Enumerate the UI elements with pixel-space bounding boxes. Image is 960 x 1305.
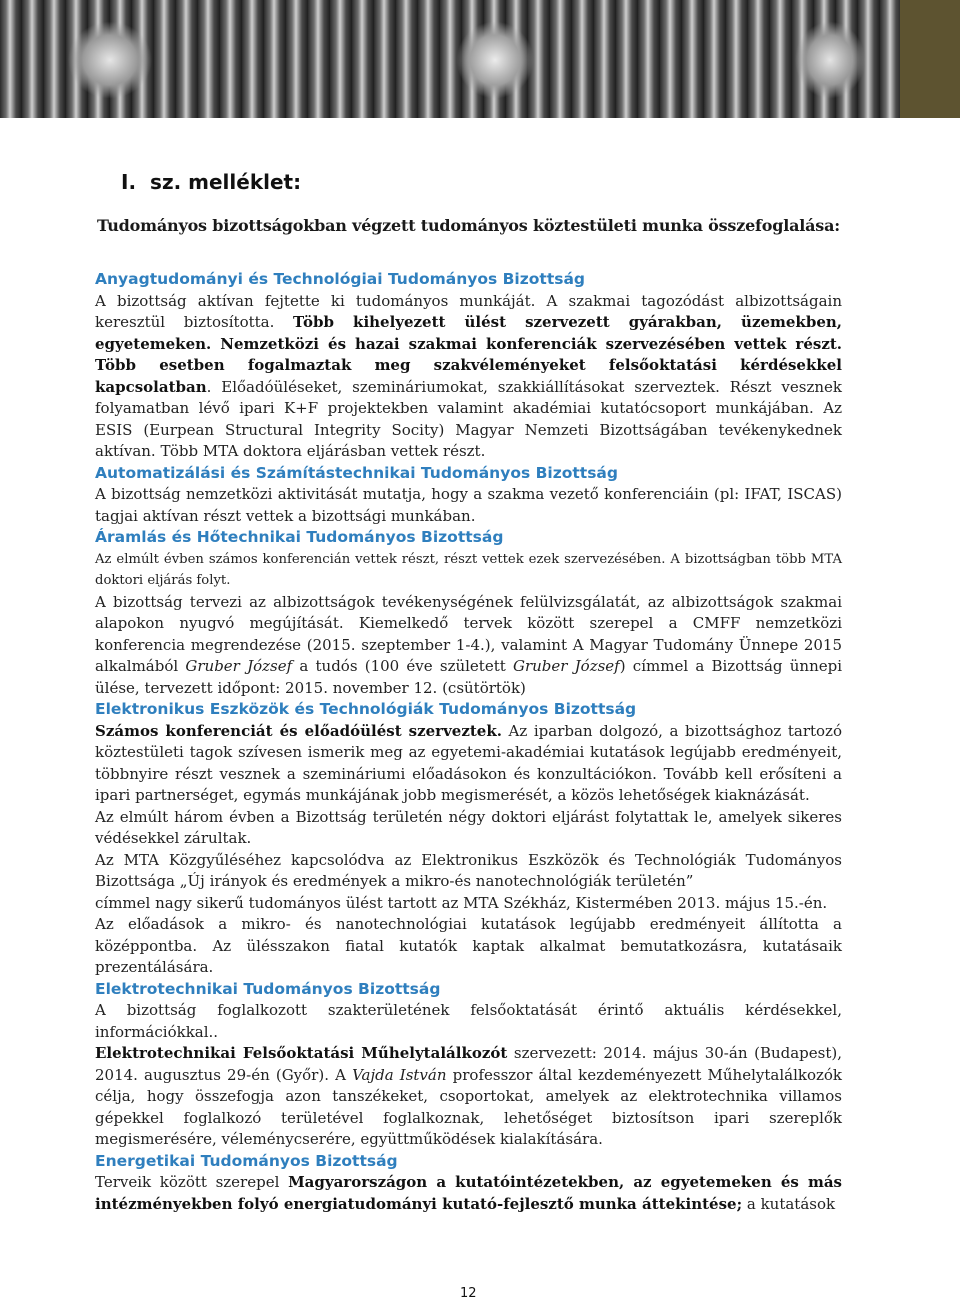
text-run: A bizottság tervezi az albizottságok tevékenységének felülvizsgálatát, az albizottságok szakmai alapokon nyugvó megújítását. Kiemelkedő tervek között szerepel a CMFF nemzetközi konferencia megrendezése (2015. szeptember 1-4.), valamint A Magyar Tudomány Ünnepe 2015 alkalmából bbox=[95, 592, 842, 675]
bold-text-run: Magyarországon a kutatóintézetekben, az egyetemeken és más intézményekben folyó energiatudományi kutató-fejlesztő munka áttekintése; bbox=[95, 1173, 843, 1213]
text-run: professzor által kezdeményezett Műhelytalálkozók célja, hogy összefogja azon tanszékeket, csoportokat, amelyek az elektrotechnika villamos gépekkel foglalkozó területével foglalkoznak, lehetőséget biztosítson ipari szereplők megismerésére, véleménycserére, együttműködések kialakítására. bbox=[95, 1065, 843, 1148]
document-body bbox=[95, 216, 842, 1215]
annex-number: I. bbox=[121, 170, 137, 194]
section-paragraph: Az MTA Közgyűléséhez kapcsolódva az Elektronikus Eszközök és Technológiák Tudományos Bizottsága „Új irányok és eredmények a mikro-és nanotechnológiák területén” bbox=[95, 850, 842, 890]
bold-text-run: Számos konferenciát és előadóülést szerveztek. bbox=[95, 721, 502, 740]
section-paragraph bbox=[95, 1043, 842, 1151]
section-paragraph: címmel nagy sikerű tudományos ülést tartott az MTA Székház, Kistermében 2013. május 15.-én. bbox=[95, 893, 828, 912]
section-title: Elektrotechnikai Tudományos Bizottság bbox=[95, 979, 441, 998]
text-run: a tudós (100 éve született bbox=[292, 657, 513, 675]
annex-heading bbox=[121, 170, 301, 194]
italic-text-run: Gruber József bbox=[512, 657, 620, 675]
text-run: . Előadóüléseket, szemináriumokat, szakkiállításokat szerveztek. Részt vesznek folyamatban lévő ipari K+F projektekben valamint akadémiai kutatócsoport munkájában. Az ESIS (Eurpean Structural Integrity Socity) Magyar Nemzeti Bizottságában tevékenykednek aktívan. Több MTA doktora eljárásban vettek részt. bbox=[95, 377, 842, 460]
section-title: Energetikai Tudományos Bizottság bbox=[95, 1151, 398, 1170]
text-run: szervezett: 2014. május 30-án (Budapest), 2014. augusztus 29-én (Győr). A bbox=[95, 1044, 842, 1084]
section-title: Anyagtudományi és Technológiai Tudományos Bizottság bbox=[95, 270, 586, 288]
section-paragraph bbox=[95, 592, 842, 700]
italic-text-run: Vajda István bbox=[352, 1065, 447, 1084]
page-number: 12 bbox=[460, 1286, 477, 1301]
header-sculpture-image bbox=[0, 0, 900, 118]
section-paragraph: Az előadások a mikro- és nanotechnológiai kutatások legújabb eredményeit állította a középpontba. Az ülésszakon fiatal kutatók kaptak alkalmat bemutatkozásra, kutatásaik prezentálására. bbox=[95, 915, 842, 976]
annex-title: sz. melléklet: bbox=[150, 170, 302, 194]
section-paragraph: Az elmúlt három évben a Bizottság területén négy doktori eljárást folytattak le, amelyek sikeres védésekkel zárultak. bbox=[95, 807, 842, 847]
text-run: Terveik között szerepel bbox=[95, 1173, 289, 1191]
section-paragraph bbox=[95, 721, 842, 807]
summary-title: Tudományos bizottságokban végzett tudományos köztestületi munka összefoglalása: bbox=[97, 216, 840, 235]
bold-text-run: Elektrotechnikai Felsőoktatási Műhelytalálkozót bbox=[95, 1044, 508, 1062]
header-side-bar bbox=[900, 0, 960, 118]
text-run: a kutatások bbox=[742, 1194, 836, 1213]
section-paragraph: Az elmúlt évben számos konferencián vettek részt, részt vettek ezek szervezésében. A bizottságban több MTA doktori eljárás folyt. bbox=[95, 551, 842, 588]
section-title: Automatizálási és Számítástechnikai Tudományos Bizottság bbox=[95, 463, 618, 482]
section-paragraph: A bizottság nemzetközi aktivitását mutatja, hogy a szakma vezető konferenciáin (pl: IFAT, ISCAS) tagjai aktívan részt vettek a bizottsági munkában. bbox=[95, 485, 842, 525]
text-run: A bizottság aktívan fejtette ki tudományos munkáját. A szakmai tagozódást albizottságain keresztül biztosította. bbox=[95, 291, 842, 331]
section-paragraph bbox=[95, 291, 842, 463]
section-title: Áramlás és Hőtechnikai Tudományos Bizottság bbox=[95, 528, 504, 546]
section-paragraph: A bizottság foglalkozott szakterületének felsőoktatását érintő aktuális kérdésekkel, információkkal.. bbox=[95, 1001, 842, 1041]
section-title: Elektronikus Eszközök és Technológiák Tudományos Bizottság bbox=[95, 700, 637, 718]
text-run: ) címmel a Bizottság ünnepi ülése, tervezett időpont: 2015. november 12. (csütörtök) bbox=[95, 657, 843, 697]
italic-text-run: Gruber József bbox=[185, 657, 293, 675]
section-paragraph bbox=[95, 1172, 842, 1215]
text-run: Az iparban dolgozó, a bizottsághoz tartozó köztestületi tagok szívesen ismerik meg az egyetemi-akadémiai kutatások legújabb eredményeit, többnyire részt vesznek a szemináriumi előadásokon és konzultációkon. Tovább kell erősíteni a ipari partnerséget, egymás munkájának jobb megismerését, a közös lehetőségek kiaknázását. bbox=[95, 721, 842, 804]
bold-text-run: Több kihelyezett ülést szervezett gyárakban, üzemekben, egyetemeken. Nemzetközi és hazai szakmai konferenciák szervezésében vettek részt. Több esetben fogalmaztak meg szakvéleményeket felsőoktatási kérdésekkel kapcsolatban bbox=[95, 313, 842, 396]
